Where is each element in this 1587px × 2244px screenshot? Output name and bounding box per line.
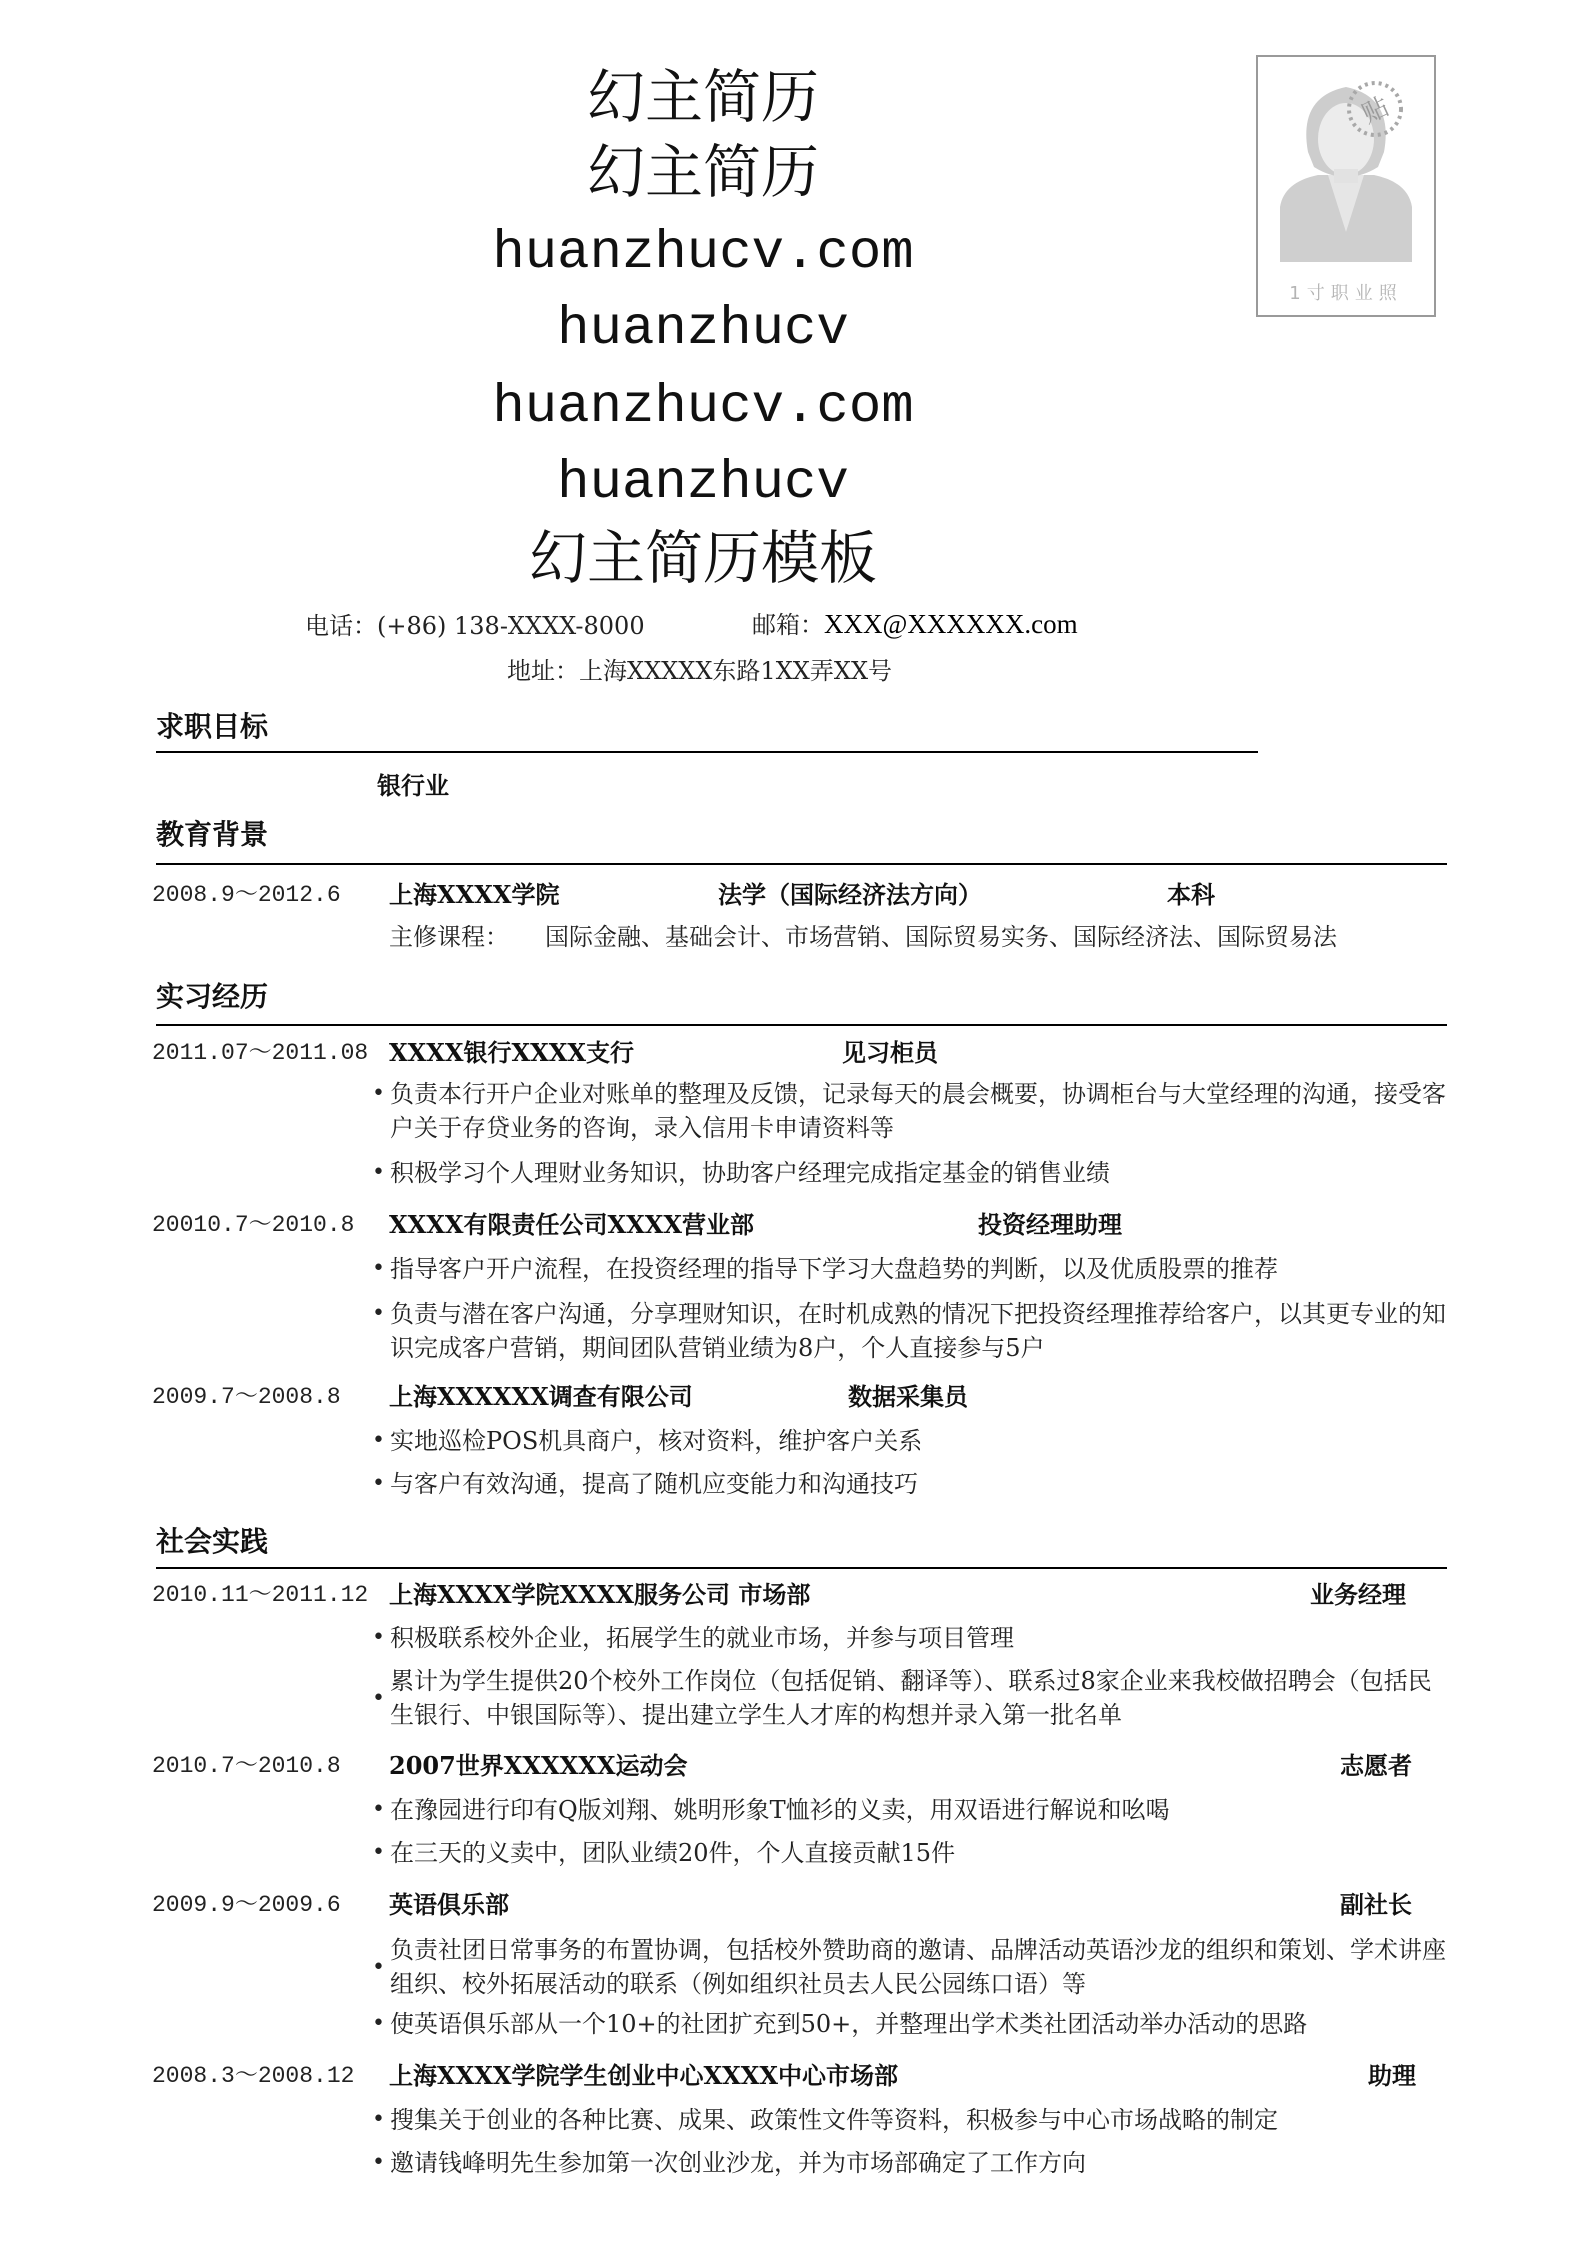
entry-org: XXXX银行XXXX支行: [389, 1038, 634, 1067]
bullet-icon: •: [372, 1081, 385, 1106]
bullet-icon: •: [372, 1428, 385, 1453]
photo-caption: 1寸职业照: [1289, 283, 1403, 304]
bullet-text: 邀请钱峰明先生参加第一次创业沙龙，并为市场部确定了工作方向: [390, 2149, 1086, 2177]
section-heading-education: 教育背景: [156, 818, 269, 851]
avatar-placeholder-icon: [1258, 57, 1434, 315]
photo-stamp: 贴: [1357, 91, 1394, 130]
entry-role: 投资经理助理: [978, 1210, 1122, 1239]
photo-placeholder[interactable]: [1256, 55, 1436, 317]
bullet-text: 负责与潜在客户沟通，分享理财知识，在时机成熟的情况下把投资经理推荐给客户，以其更专业的知识完成客户营销，期间团队营销业绩为8户，个人直接参与5户: [390, 1300, 1446, 1362]
bullet-text: 在三天的义卖中，团队业绩20件，个人直接贡献15件: [390, 1839, 956, 1867]
education-date: 2008.9～2012.6: [152, 882, 341, 908]
entry-org: 上海XXXXXX调查有限公司: [389, 1382, 693, 1411]
section-heading-internship: 实习经历: [156, 980, 269, 1013]
list-item: [372, 2103, 1447, 2137]
bullet-icon: •: [372, 1686, 385, 1711]
bullet-icon: •: [372, 2011, 385, 2036]
bullet-text: 使英语俱乐部从一个10+的社团扩充到50+，并整理出学术类社团活动举办活动的思路: [390, 2010, 1308, 2038]
list-item: [372, 1664, 1447, 1732]
title-line-1: 幻主简历: [586, 63, 819, 131]
section-divider: [156, 1567, 1447, 1569]
entry-date: 20010.7～2010.8: [152, 1212, 355, 1238]
education-major: 法学（国际经济法方向）: [718, 880, 982, 909]
email-label: 邮箱：: [752, 611, 824, 639]
bullet-icon: •: [372, 1625, 385, 1650]
entry-role: 副社长: [1340, 1890, 1412, 1919]
list-item: [372, 1933, 1447, 2001]
objective-value: 银行业: [377, 771, 449, 800]
phone-label: 电话：: [305, 612, 377, 640]
education-degree: 本科: [1167, 880, 1215, 909]
list-item: [372, 1621, 1447, 1655]
bullet-text: 实地巡检POS机具商户，核对资料，维护客户关系: [390, 1427, 923, 1455]
bullet-text: 负责本行开户企业对账单的整理及反馈，记录每天的晨会概要，协调柜台与大堂经理的沟通，接受客户关于存贷业务的咨询，录入信用卡申请资料等: [390, 1080, 1446, 1142]
website-line-4: huanzhucv: [557, 453, 849, 514]
address-line: [507, 656, 892, 686]
list-item: [372, 1297, 1447, 1365]
list-item: [372, 1077, 1447, 1145]
entry-date: 2008.3～2008.12: [152, 2063, 355, 2089]
list-item: [372, 2146, 1447, 2180]
entry-date: 2011.07～2011.08: [152, 1040, 369, 1066]
education-courses: 国际金融、基础会计、市场营销、国际贸易实务、国际经济法、国际贸易法: [545, 923, 1337, 951]
list-item: [372, 1793, 1447, 1827]
entry-role: 志愿者: [1340, 1751, 1412, 1780]
bullet-text: 在豫园进行印有Q版刘翔、姚明形象T恤衫的义卖，用双语进行解说和吆喝: [390, 1796, 1170, 1824]
list-item: [372, 1467, 1447, 1501]
phone-line: [305, 611, 645, 641]
template-title: 幻主简历模板: [528, 524, 877, 592]
bullet-icon: •: [372, 1301, 385, 1326]
email-value: XXX@XXXXXX.com: [824, 609, 1078, 639]
title-line-2: 幻主简历: [586, 138, 819, 206]
bullet-text: 累计为学生提供20个校外工作岗位（包括促销、翻译等）、联系过8家企业来我校做招聘会（包括民生银行、中银国际等）、提出建立学生人才库的构想并录入第一批名单: [390, 1667, 1432, 1729]
section-heading-practice: 社会实践: [156, 1525, 269, 1558]
bullet-text: 与客户有效沟通，提高了随机应变能力和沟通技巧: [390, 1470, 918, 1498]
education-courses-label: 主修课程：: [389, 923, 509, 951]
bullet-icon: •: [372, 1955, 385, 1980]
bullet-text: 指导客户开户流程，在投资经理的指导下学习大盘趋势的判断，以及优质股票的推荐: [390, 1255, 1278, 1283]
section-heading-objective: 求职目标: [156, 710, 269, 743]
list-item: [372, 1252, 1447, 1286]
bullet-icon: •: [372, 2150, 385, 2175]
website-line-2: huanzhucv: [557, 299, 849, 360]
entry-org: 2007世界XXXXXX运动会: [389, 1751, 688, 1780]
entry-date: 2010.11～2011.12: [152, 1582, 369, 1608]
bullet-text: 积极联系校外企业，拓展学生的就业市场，并参与项目管理: [390, 1624, 1014, 1652]
entry-org: 上海XXXX学院XXXX服务公司 市场部: [389, 1580, 811, 1609]
bullet-icon: •: [372, 1160, 385, 1185]
bullet-icon: •: [372, 1471, 385, 1496]
list-item: [372, 1836, 1447, 1870]
entry-role: 见习柜员: [842, 1038, 938, 1067]
bullet-icon: •: [372, 1840, 385, 1865]
list-item: [372, 1156, 1447, 1190]
bullet-text: 搜集关于创业的各种比赛、成果、政策性文件等资料，积极参与中心市场战略的制定: [390, 2106, 1278, 2134]
section-divider: [156, 863, 1447, 865]
bullet-icon: •: [372, 1256, 385, 1281]
entry-date: 2009.9～2009.6: [152, 1892, 341, 1918]
entry-date: 2009.7～2008.8: [152, 1384, 341, 1410]
bullet-icon: •: [372, 1797, 385, 1822]
email-line: [752, 609, 1078, 640]
entry-org: XXXX有限责任公司XXXX营业部: [389, 1210, 754, 1239]
website-line-1: huanzhucv.com: [492, 223, 914, 284]
section-divider: [156, 1024, 1447, 1026]
entry-role: 数据采集员: [848, 1382, 968, 1411]
education-school: 上海XXXX学院: [389, 880, 560, 909]
address-label: 地址：: [507, 657, 579, 685]
address-value: 上海XXXXX东路1XX弄XX号: [579, 657, 893, 685]
entry-role: 助理: [1368, 2061, 1416, 2090]
website-line-3: huanzhucv.com: [492, 377, 914, 438]
list-item: [372, 2007, 1447, 2041]
bullet-text: 负责社团日常事务的布置协调，包括校外赞助商的邀请、品牌活动英语沙龙的组织和策划、学术讲座组织、校外拓展活动的联系（例如组织社员去人民公园练口语）等: [390, 1936, 1446, 1998]
section-divider: [156, 751, 1258, 753]
entry-org: 英语俱乐部: [389, 1890, 509, 1919]
entry-role: 业务经理: [1310, 1580, 1406, 1609]
bullet-icon: •: [372, 2107, 385, 2132]
phone-value: (+86) 138-XXXX-8000: [377, 612, 645, 640]
entry-date: 2010.7～2010.8: [152, 1753, 341, 1779]
bullet-text: 积极学习个人理财业务知识，协助客户经理完成指定基金的销售业绩: [390, 1159, 1110, 1187]
list-item: [372, 1424, 1447, 1458]
entry-org: 上海XXXX学院学生创业中心XXXX中心市场部: [389, 2061, 898, 2090]
